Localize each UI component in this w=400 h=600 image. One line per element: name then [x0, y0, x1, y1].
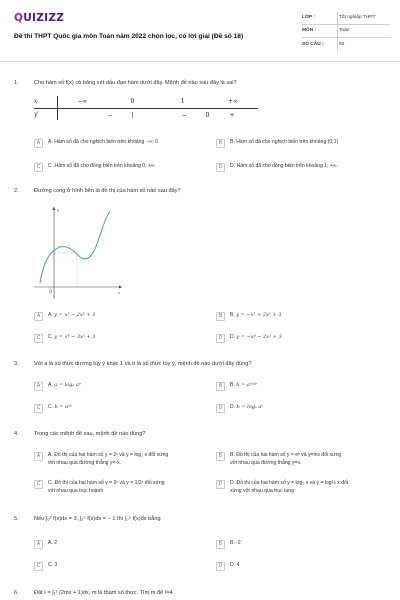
origin-label: O — [49, 289, 53, 294]
option-line: A. Đồ thị của hai hàm số y = 2ˣ và y = log₂ x đối xứng — [48, 452, 169, 458]
option-prefix: C. — [48, 404, 54, 410]
option-letter-box[interactable]: D — [216, 562, 225, 571]
sign-table-cell: +∞ — [208, 96, 258, 108]
option-prefix: A. — [48, 382, 53, 388]
option-line: với nhau qua trục hoành — [48, 487, 104, 494]
option-text — [48, 312, 95, 320]
question-number: 6. — [14, 590, 19, 596]
option-text: C. 3 — [48, 562, 58, 568]
option-b[interactable] — [216, 312, 281, 321]
option-text — [48, 452, 168, 467]
option-text — [48, 334, 95, 342]
option-letter-box[interactable]: C — [34, 163, 43, 172]
option-a[interactable] — [34, 312, 95, 321]
sign-table-cell: − — [181, 111, 187, 119]
option-text — [48, 404, 72, 412]
option-c[interactable] — [34, 163, 155, 172]
option-letter-box[interactable]: C — [34, 404, 43, 413]
option-prefix: B. — [230, 312, 235, 318]
option-d[interactable] — [216, 334, 282, 343]
option-math: y = −x⁴ − 2x² + 3 — [236, 334, 282, 340]
option-letter-box[interactable]: C — [34, 480, 43, 489]
option-b[interactable] — [216, 540, 241, 549]
option-text — [230, 480, 348, 495]
sign-table-cell: −∞ — [57, 96, 107, 108]
option-line: với nhau qua đường thẳng y=-x. — [48, 459, 122, 466]
sign-table-cell: 0 — [205, 111, 210, 119]
option-text — [230, 404, 263, 412]
sign-table-cell: 0 — [107, 96, 157, 108]
meta-value: Toán — [339, 28, 350, 33]
y-axis-label: y — [57, 207, 60, 212]
option-letter-box[interactable]: D — [216, 404, 225, 413]
option-prefix: B. — [230, 382, 235, 388]
meta-row-count — [302, 38, 390, 51]
sign-table-cell: − — [107, 111, 113, 119]
option-letter-box[interactable]: B — [216, 382, 225, 391]
option-letter-box[interactable]: C — [34, 562, 43, 571]
sign-table-cell: x — [34, 96, 57, 108]
meta-row-subject — [302, 25, 390, 38]
question-text: Đường cong ở hình bên là đồ thị của hàm số nào sau đây? — [34, 188, 181, 194]
option-b[interactable] — [216, 452, 341, 467]
option-c[interactable] — [34, 480, 165, 495]
quizizz-logo — [14, 12, 64, 25]
logo-rest: UIZIZZ — [23, 12, 65, 24]
question-text: Cho hàm số f(x) có bảng xét dấu đạo hàm dưới đây. Mệnh đề nào sau đây là sai? — [34, 80, 237, 86]
x-axis-arrow — [119, 286, 122, 289]
question-text: Trong các mệnh đề sau, mệnh đề nào đúng? — [34, 431, 146, 437]
meta-row-class — [302, 12, 390, 25]
meta-divider — [337, 12, 338, 51]
option-letter-box[interactable]: D — [216, 480, 225, 489]
y-axis-arrow — [53, 207, 56, 210]
question-text: Đặt I = ∫₁² (2mx + 1)dx, m là tham số thực. Tìm m để I=4. — [34, 590, 175, 596]
option-c[interactable] — [34, 404, 72, 413]
option-letter-box[interactable]: B — [216, 312, 225, 321]
option-letter-box[interactable]: D — [216, 334, 225, 343]
meta-value: Tốt nghiệp THPT — [339, 15, 376, 20]
option-d[interactable] — [216, 404, 263, 413]
sign-table-cell: 1 — [157, 96, 207, 108]
sign-table — [34, 96, 258, 120]
option-letter-box[interactable]: C — [34, 334, 43, 343]
option-line: C. Đồ thị của hai hàm số y = 2ˣ và y = 1/2ˣ đối xứng — [48, 480, 165, 486]
option-text — [230, 334, 282, 342]
question-text: Với a là số thực dương tùy ý khác 1 và b là số thực tùy ý, mệnh đề nào dưới đây đúng? — [34, 361, 252, 367]
option-a[interactable] — [34, 540, 57, 549]
option-letter-box[interactable]: A — [34, 312, 43, 321]
option-a[interactable] — [34, 452, 168, 467]
option-text: C. Hàm số đã cho đồng biến trên khoảng 0; +∞ — [48, 163, 155, 169]
option-text: B. Hàm số đã cho nghịch biến trên khoảng (0;1) — [230, 139, 339, 145]
option-text: D. Hàm số đã cho đồng biến trên khoảng 1; +∞. — [230, 163, 338, 169]
option-line: với nhau qua đường thẳng y=x. — [230, 459, 302, 466]
sign-table-cell: + — [229, 111, 235, 119]
function-graph — [34, 205, 124, 300]
option-letter-box[interactable]: B — [216, 540, 225, 549]
option-text — [230, 452, 341, 467]
option-a[interactable] — [34, 139, 158, 148]
sign-table-cell: y′ — [34, 108, 57, 120]
meta-value: 50 — [339, 41, 345, 47]
option-b[interactable] — [216, 139, 338, 148]
option-math: y = x⁴ − 3x² + 3 — [54, 334, 96, 340]
option-a[interactable] — [34, 382, 81, 391]
sign-table-cell: | — [131, 111, 134, 119]
option-letter-box[interactable]: B — [216, 139, 225, 148]
question-number: 2. — [14, 188, 19, 194]
option-prefix: D. — [230, 404, 236, 410]
option-d[interactable] — [216, 163, 338, 172]
option-math: a = logₐ aᵇ — [54, 382, 81, 388]
curve — [40, 211, 110, 283]
option-math: b = logₐ aᵇ — [236, 404, 264, 410]
option-math: b = aᵃᵇ — [54, 404, 72, 410]
option-letter-box[interactable]: A — [34, 382, 43, 391]
option-letter-box[interactable]: B — [216, 452, 225, 461]
option-line: xứng với nhau qua trục tung — [230, 487, 294, 494]
meta-label: MÔN : — [302, 28, 317, 33]
option-text: B. -2 — [230, 540, 241, 546]
option-prefix: D. — [230, 334, 236, 340]
meta-table — [302, 12, 390, 51]
logo-initial: Q — [14, 12, 24, 24]
option-line: B. Đồ thị của hai hàm số y = eˣ và y=lnx đối xứng — [230, 452, 342, 458]
option-math: y = −x³ + 2x² + 3 — [236, 312, 282, 318]
option-text: D. 4 — [230, 562, 240, 568]
option-d[interactable] — [216, 562, 239, 571]
option-text — [48, 382, 81, 390]
meta-label: SỐ CÂU : — [302, 41, 324, 47]
option-letter-box[interactable]: A — [34, 540, 43, 549]
option-letter-box[interactable]: A — [34, 139, 43, 148]
option-letter-box[interactable]: D — [216, 163, 225, 172]
option-d[interactable] — [216, 480, 348, 495]
option-b[interactable] — [216, 382, 257, 391]
question-text: Nếu ∫₀² f(x)dx = 3, ∫₂⁵ f(x)dx = − 1 thì ∫₀⁵ f(x)dx bằng — [34, 516, 161, 522]
option-text: A. 2 — [48, 540, 58, 546]
meta-label: LỚP : — [302, 15, 316, 20]
page-title: Đề thi THPT Quốc gia môn Toán năm 2022 chọn lọc, có lời giải (Đề số 18) — [14, 33, 244, 40]
option-line: D. Đồ thị của hai hàm số y = log₂ x và y = log½ x đối — [230, 480, 349, 486]
option-math: y = x³ − 2x² + 3 — [54, 312, 96, 318]
option-c[interactable] — [34, 562, 57, 571]
option-letter-box[interactable]: A — [34, 452, 43, 461]
option-text — [48, 480, 165, 495]
option-prefix: A. — [48, 312, 53, 318]
option-c[interactable] — [34, 334, 95, 343]
worksheet-header — [0, 0, 400, 62]
question-number: 1. — [14, 80, 19, 86]
option-text — [230, 312, 281, 320]
option-math: b = aˡᵒᵍᵇ — [236, 382, 257, 388]
question-number: 5. — [14, 516, 19, 522]
question-number: 4. — [14, 431, 19, 437]
option-text — [230, 382, 257, 390]
x-axis-label: x — [118, 290, 121, 295]
option-text: A. Hàm số đã cho nghịch biến trên khoảng −∞; 0 — [48, 139, 158, 145]
option-prefix: C. — [48, 334, 54, 340]
sign-table-signs — [57, 108, 258, 120]
question-number: 3. — [14, 361, 19, 367]
